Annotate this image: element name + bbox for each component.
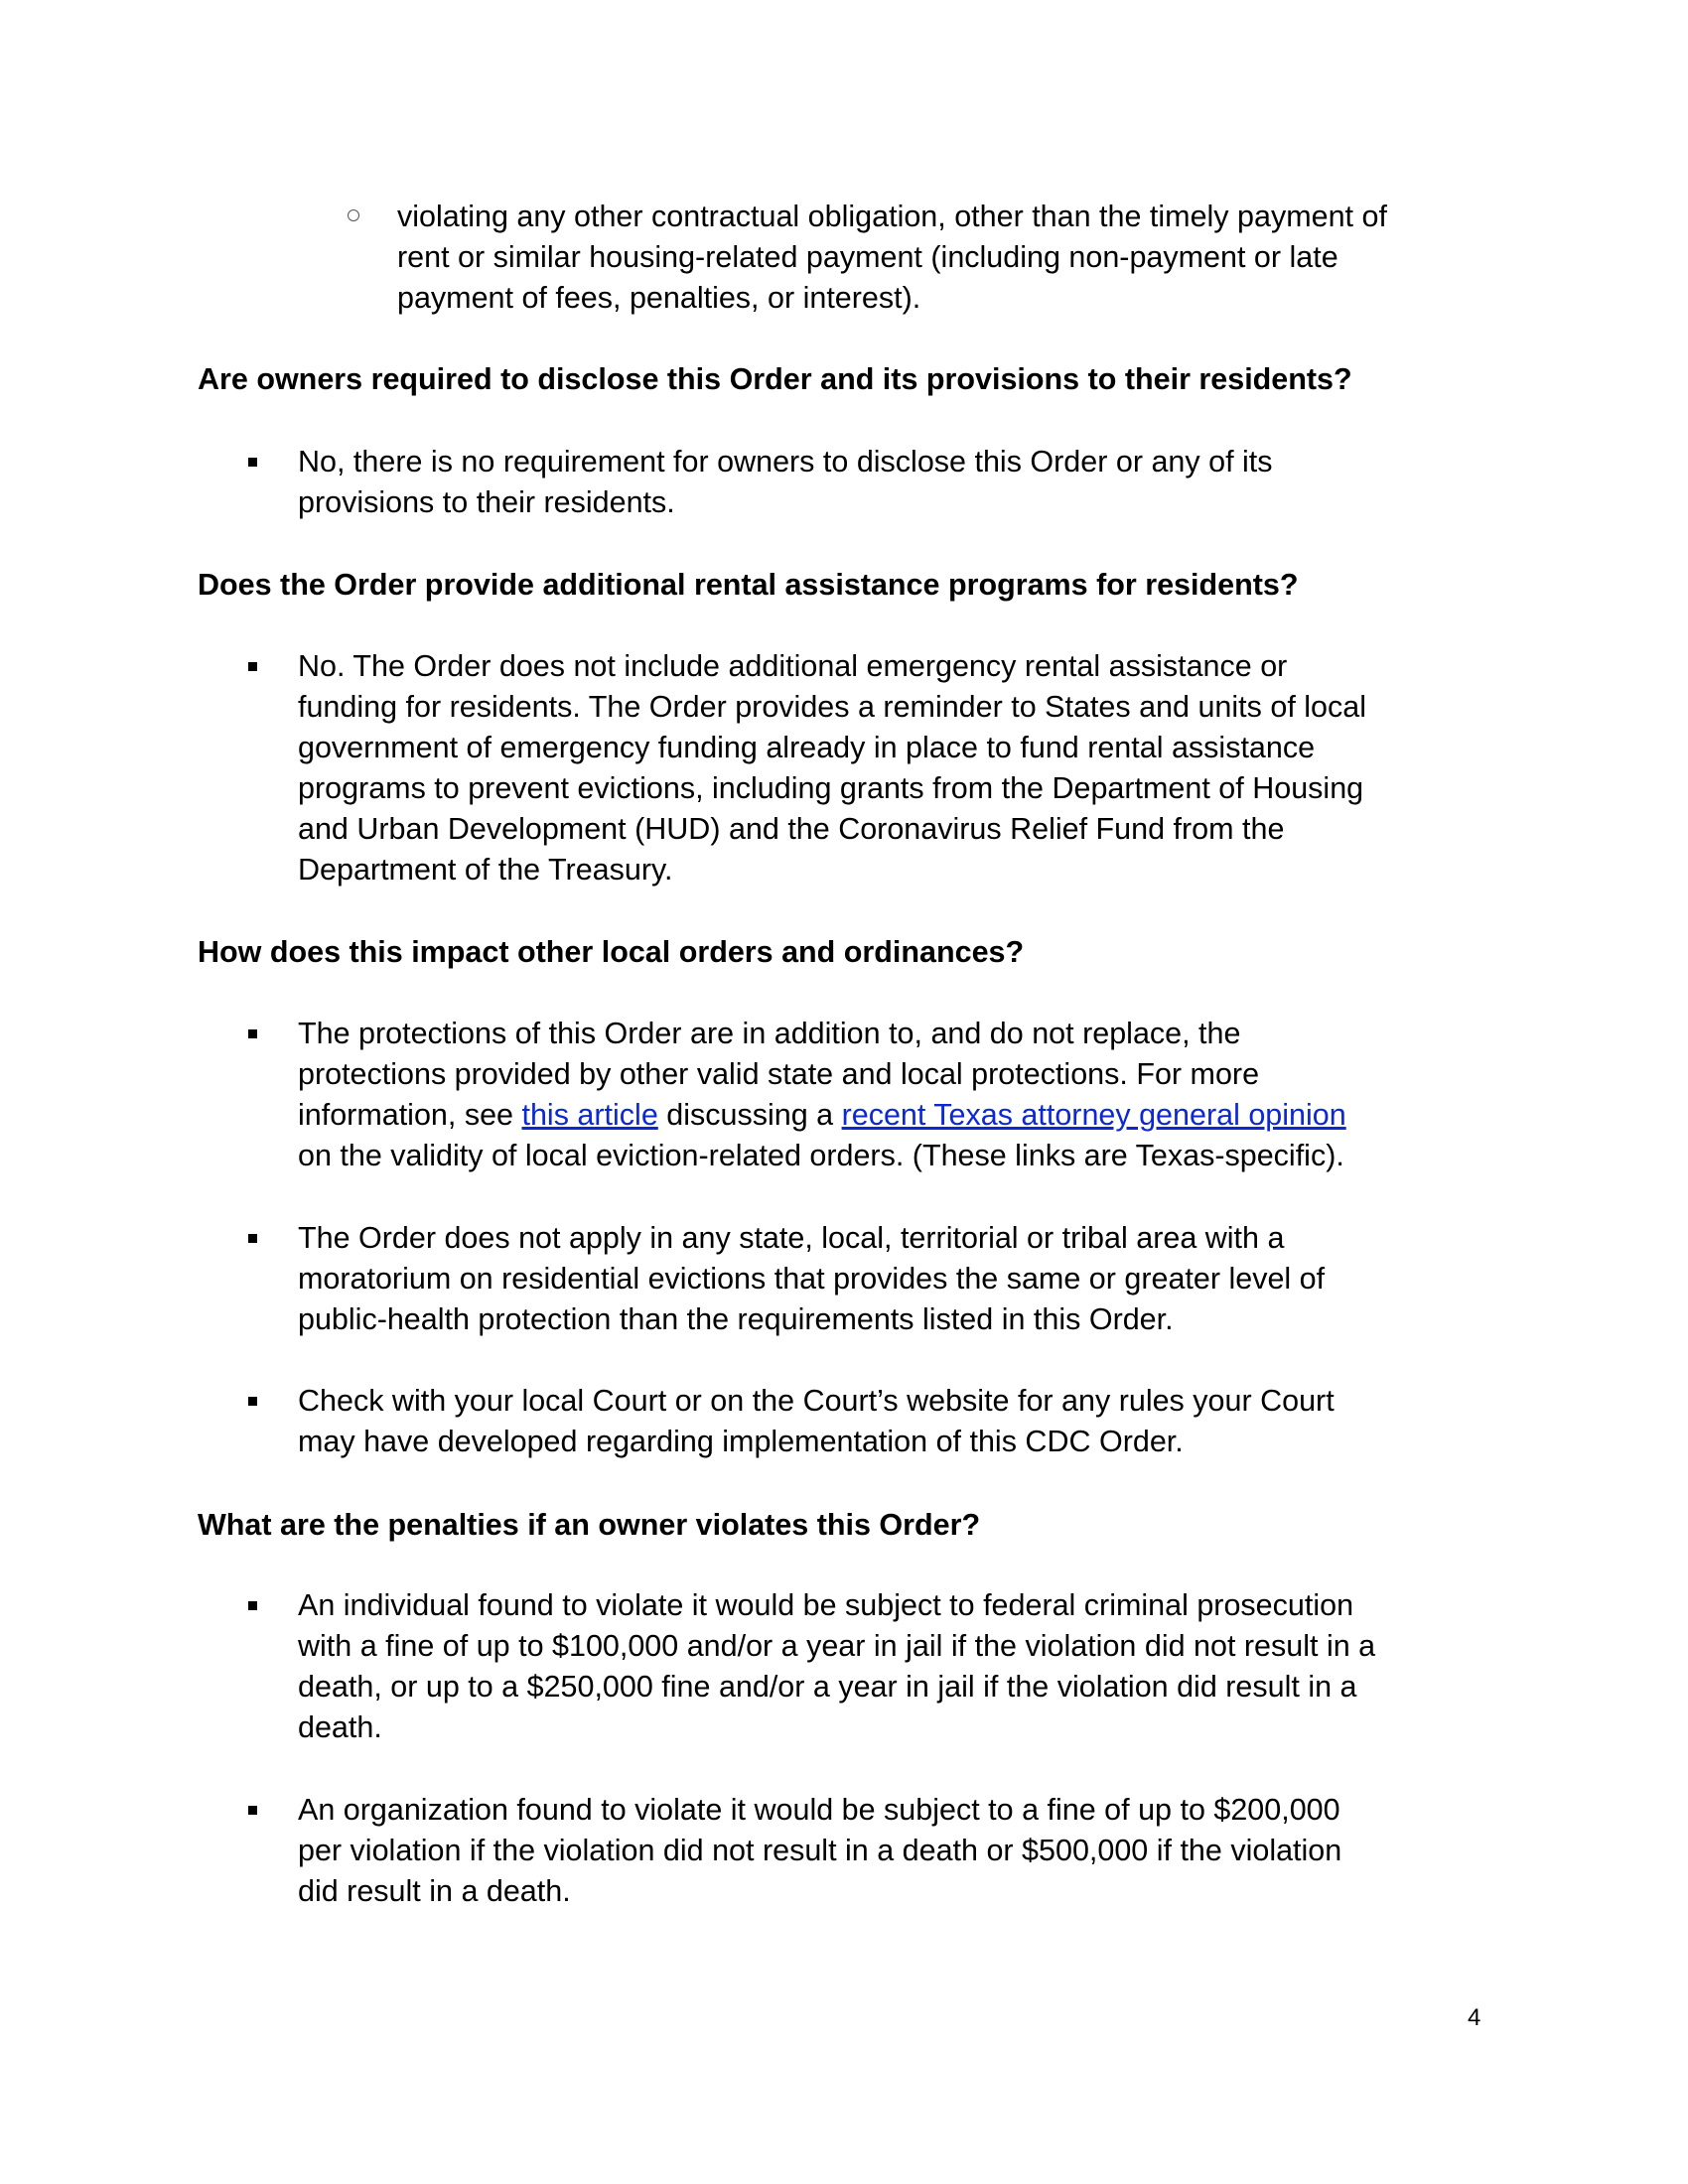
text-line: No, there is no requirement for owners to disclose this Order or any of its	[298, 445, 1273, 478]
text-fragment: discussing a	[657, 1098, 842, 1132]
text-fragment: information, see	[298, 1098, 522, 1132]
text-line: payment of fees, penalties, or interest).	[397, 281, 921, 315]
text-line: moratorium on residential evictions that provides the same or greater level of	[298, 1262, 1326, 1296]
bullet-text	[298, 1790, 1489, 1912]
square-bullet-icon	[248, 1029, 257, 1038]
text-line: government of emergency funding already in place to fund rental assistance	[298, 731, 1316, 764]
text-line: and Urban Development (HUD) and the Coronavirus Relief Fund from the	[298, 812, 1285, 846]
square-bullet-icon	[248, 1234, 257, 1243]
text-line: may have developed regarding implementation of this CDC Order.	[298, 1425, 1184, 1458]
page-number: 4	[1468, 2004, 1481, 2031]
bullet-text	[298, 1381, 1489, 1462]
square-bullet-icon	[248, 662, 257, 671]
text-line: protections provided by other valid state and local protections. For more	[298, 1057, 1260, 1091]
square-bullet-icon	[248, 1601, 257, 1610]
text-line: The protections of this Order are in addition to, and do not replace, the	[298, 1017, 1241, 1050]
bullet-text	[298, 646, 1489, 890]
circle-bullet-icon	[348, 209, 359, 221]
text-line: Check with your local Court or on the Court’s website for any rules your Court	[298, 1384, 1335, 1418]
text-line: on the validity of local eviction-related orders. (These links are Texas-specific).	[298, 1139, 1344, 1172]
text-line: per violation if the violation did not result in a death or $500,000 if the violation	[298, 1834, 1342, 1867]
text-line: provisions to their residents.	[298, 485, 675, 519]
text-line: did result in a death.	[298, 1874, 571, 1908]
text-line: violating any other contractual obligation, other than the timely payment of	[397, 200, 1387, 233]
bullet-text	[298, 1585, 1489, 1748]
text-line: death.	[298, 1710, 382, 1744]
section-heading-local-orders: How does this impact other local orders and ordinances?	[198, 935, 1025, 969]
text-line: The Order does not apply in any state, local, territorial or tribal area with a	[298, 1221, 1285, 1255]
text-line: rent or similar housing-related payment (including non-payment or late	[397, 240, 1338, 274]
square-bullet-icon	[248, 458, 257, 467]
sub-bullet-text	[397, 197, 1489, 319]
square-bullet-icon	[248, 1806, 257, 1815]
section-heading-rental-assistance: Does the Order provide additional rental assistance programs for residents?	[198, 568, 1299, 602]
text-line: Department of the Treasury.	[298, 853, 673, 887]
section-heading-disclosure: Are owners required to disclose this Order and its provisions to their residents?	[198, 362, 1352, 396]
attorney-general-opinion-link[interactable]: recent Texas attorney general opinion	[841, 1098, 1346, 1132]
bullet-text	[298, 1014, 1489, 1176]
text-line: An organization found to violate it would be subject to a fine of up to $200,000	[298, 1793, 1340, 1827]
text-line: No. The Order does not include additional emergency rental assistance or	[298, 649, 1288, 683]
text-line: death, or up to a $250,000 fine and/or a year in jail if the violation did result in a	[298, 1670, 1357, 1704]
text-line-with-links	[298, 1095, 1489, 1136]
square-bullet-icon	[248, 1397, 257, 1406]
text-line: programs to prevent evictions, including grants from the Department of Housing	[298, 771, 1364, 805]
section-heading-penalties: What are the penalties if an owner violates this Order?	[198, 1508, 981, 1542]
bullet-text	[298, 442, 1489, 523]
text-line: public-health protection than the requirements listed in this Order.	[298, 1302, 1174, 1336]
text-line: An individual found to violate it would be subject to federal criminal prosecution	[298, 1588, 1354, 1622]
text-line: funding for residents. The Order provides a reminder to States and units of local	[298, 690, 1366, 724]
this-article-link[interactable]: this article	[521, 1098, 658, 1132]
bullet-text	[298, 1218, 1489, 1340]
text-line: with a fine of up to $100,000 and/or a year in jail if the violation did not result in a	[298, 1629, 1376, 1663]
